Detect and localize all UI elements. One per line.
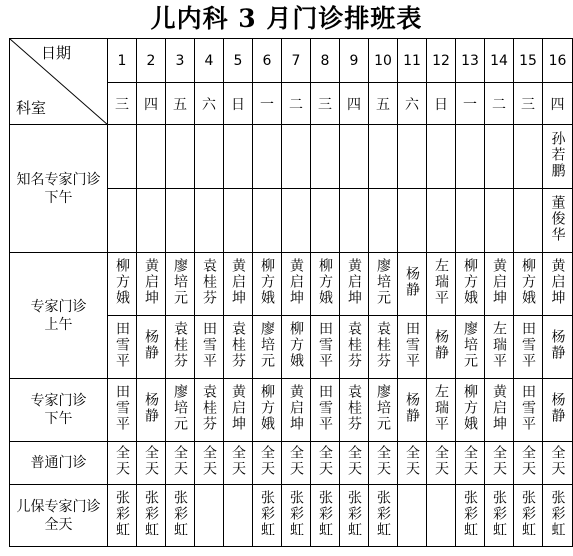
- schedule-cell: [253, 379, 282, 442]
- schedule-cell: [195, 379, 224, 442]
- schedule-cell: [195, 253, 224, 316]
- dept-label-line: 专家门诊: [30, 393, 87, 409]
- weekday: 四: [340, 83, 369, 125]
- staff-name: 柳方娥: [462, 258, 478, 306]
- schedule-cell: [311, 379, 340, 442]
- schedule-cell: [166, 442, 195, 485]
- staff-name: 张彩虹: [491, 489, 507, 538]
- schedule-cell: [137, 442, 166, 485]
- schedule-cell: [427, 189, 456, 253]
- schedule-cell: [253, 125, 282, 189]
- schedule-cell: [282, 442, 311, 485]
- schedule-cell: [369, 379, 398, 442]
- schedule-cell: [369, 485, 398, 547]
- staff-name: 张彩虹: [288, 489, 304, 538]
- schedule-cell: [485, 189, 514, 253]
- schedule-cell: [398, 485, 427, 547]
- weekday: 六: [195, 83, 224, 125]
- schedule-cell: [427, 316, 456, 379]
- staff-name: 廖培元: [462, 321, 478, 369]
- schedule-cell: [311, 316, 340, 379]
- schedule-cell: [427, 442, 456, 485]
- staff-name: 袁桂芬: [201, 258, 217, 306]
- schedule-cell: [253, 189, 282, 253]
- schedule-cell: [340, 125, 369, 189]
- staff-name: 张彩虹: [462, 489, 478, 538]
- weekday: 二: [485, 83, 514, 125]
- schedule-cell: [108, 379, 137, 442]
- schedule-cell: [108, 485, 137, 547]
- table-row: [10, 485, 573, 547]
- schedule-cell: [166, 316, 195, 379]
- schedule-cell: [282, 485, 311, 547]
- schedule-cell: [166, 125, 195, 189]
- staff-name: 张彩虹: [114, 489, 130, 538]
- schedule-cell: [456, 316, 485, 379]
- weekday: 五: [369, 83, 398, 125]
- staff-name: 黄启坤: [549, 258, 566, 306]
- header-corner: [10, 39, 108, 125]
- staff-name: 黄启坤: [230, 258, 246, 306]
- schedule-cell: [108, 442, 137, 485]
- schedule-cell: [253, 316, 282, 379]
- dept-cell: [10, 253, 108, 379]
- schedule-cell: [514, 379, 543, 442]
- dept-label-line: 全天: [44, 516, 73, 533]
- schedule-cell: [543, 316, 573, 379]
- day-number: 6: [253, 39, 282, 83]
- schedule-cell: [137, 253, 166, 316]
- schedule-cell: [369, 253, 398, 316]
- staff-name: 田雪平: [520, 321, 536, 369]
- schedule-cell: [282, 253, 311, 316]
- day-number: 15: [514, 39, 543, 83]
- schedule-cell: [543, 379, 573, 442]
- schedule-cell: [108, 125, 137, 189]
- dept-cell: [10, 442, 108, 485]
- schedule-cell: [543, 189, 573, 253]
- schedule-cell: [485, 316, 514, 379]
- dept-label-line: 儿保专家门诊: [16, 498, 101, 515]
- staff-name: 杨静: [404, 392, 420, 424]
- schedule-cell: [195, 442, 224, 485]
- schedule-cell: [340, 379, 369, 442]
- schedule-cell: [224, 442, 253, 485]
- staff-name: 左瑞平: [433, 384, 449, 432]
- weekday: 四: [543, 83, 573, 125]
- schedule-cell: [195, 189, 224, 253]
- day-number: 10: [369, 39, 398, 83]
- schedule-cell: [485, 125, 514, 189]
- day-number: 8: [311, 39, 340, 83]
- schedule-cell: [456, 189, 485, 253]
- staff-name: 袁桂芬: [201, 384, 217, 432]
- staff-name: 全天: [317, 445, 333, 477]
- schedule-cell: [514, 125, 543, 189]
- schedule-cell: [398, 125, 427, 189]
- staff-name: 柳方娥: [288, 321, 304, 369]
- schedule-cell: [340, 253, 369, 316]
- staff-name: 张彩虹: [549, 489, 566, 538]
- schedule-cell: [311, 125, 340, 189]
- schedule-cell: [398, 189, 427, 253]
- dept-label-line: 下午: [44, 189, 73, 206]
- staff-name: 全天: [230, 445, 246, 477]
- schedule-cell: [340, 485, 369, 547]
- schedule-cell: [282, 316, 311, 379]
- staff-name: 田雪平: [520, 384, 536, 432]
- date-label: 日期: [40, 44, 71, 62]
- day-number: 16: [543, 39, 573, 83]
- staff-name: 黄启坤: [346, 258, 362, 306]
- schedule-cell: [340, 189, 369, 253]
- staff-name: 全天: [346, 445, 362, 477]
- schedule-cell: [514, 485, 543, 547]
- schedule-cell: [311, 253, 340, 316]
- schedule-cell: [108, 253, 137, 316]
- day-number: 11: [398, 39, 427, 83]
- schedule-cell: [514, 316, 543, 379]
- schedule-cell: [369, 316, 398, 379]
- staff-name: 张彩虹: [375, 489, 391, 538]
- schedule-cell: [224, 485, 253, 547]
- schedule-cell: [311, 442, 340, 485]
- staff-name: 柳方娥: [259, 258, 275, 306]
- staff-name: 全天: [375, 445, 391, 477]
- schedule-cell: [398, 316, 427, 379]
- schedule-cell: [224, 316, 253, 379]
- weekday: 日: [427, 83, 456, 125]
- dept-label-line: 下午: [44, 411, 73, 427]
- staff-name: 柳方娥: [520, 258, 536, 306]
- schedule-cell: [224, 189, 253, 253]
- schedule-cell: [456, 125, 485, 189]
- weekday: 三: [514, 83, 543, 125]
- staff-name: 张彩虹: [259, 489, 275, 538]
- weekday: 四: [137, 83, 166, 125]
- table-row: [10, 379, 573, 442]
- schedule-cell: [543, 253, 573, 316]
- day-number: 12: [427, 39, 456, 83]
- weekday: 二: [282, 83, 311, 125]
- staff-name: 黄启坤: [143, 258, 159, 306]
- dept-label-line: 专家门诊: [30, 298, 87, 315]
- weekday: 一: [456, 83, 485, 125]
- staff-name: 杨静: [143, 329, 159, 361]
- schedule-cell: [514, 253, 543, 316]
- schedule-cell: [485, 379, 514, 442]
- staff-name: 田雪平: [114, 321, 130, 369]
- staff-name: 袁桂芬: [375, 321, 391, 369]
- schedule-cell: [456, 253, 485, 316]
- staff-name: 张彩虹: [143, 489, 159, 538]
- day-number: 7: [282, 39, 311, 83]
- weekday: 五: [166, 83, 195, 125]
- staff-name: 田雪平: [201, 321, 217, 369]
- staff-name: 左瑞平: [433, 258, 449, 306]
- table-row: [10, 442, 573, 485]
- schedule-cell: [369, 189, 398, 253]
- schedule-cell: [543, 442, 573, 485]
- schedule-cell: [108, 316, 137, 379]
- day-number: 3: [166, 39, 195, 83]
- staff-name: 董俊华: [549, 194, 566, 243]
- staff-name: 田雪平: [114, 384, 130, 432]
- schedule-cell: [369, 442, 398, 485]
- weekday: 一: [253, 83, 282, 125]
- schedule-cell: [195, 316, 224, 379]
- schedule-cell: [427, 485, 456, 547]
- staff-name: 柳方娥: [114, 258, 130, 306]
- schedule-cell: [427, 125, 456, 189]
- schedule-cell: [456, 485, 485, 547]
- schedule-cell: [427, 253, 456, 316]
- staff-name: 张彩虹: [346, 489, 362, 538]
- dept-cell: [10, 125, 108, 253]
- schedule-cell: [195, 485, 224, 547]
- staff-name: 全天: [433, 445, 449, 477]
- schedule-cell: [195, 125, 224, 189]
- staff-name: 全天: [520, 445, 536, 477]
- staff-name: 柳方娥: [259, 384, 275, 432]
- schedule-cell: [398, 253, 427, 316]
- staff-name: 袁桂芬: [346, 321, 362, 369]
- staff-name: 黄启坤: [491, 258, 507, 306]
- day-number: 1: [108, 39, 137, 83]
- day-number: 14: [485, 39, 514, 83]
- staff-name: 全天: [549, 445, 566, 477]
- dept-label: 科室: [16, 99, 47, 117]
- dept-label-line: 上午: [44, 316, 73, 333]
- staff-name: 左瑞平: [491, 321, 507, 369]
- staff-name: 田雪平: [317, 384, 333, 432]
- staff-name: 廖培元: [172, 384, 188, 432]
- schedule-cell: [398, 379, 427, 442]
- table-row: [10, 125, 573, 189]
- staff-name: 张彩虹: [317, 489, 333, 538]
- day-number: 5: [224, 39, 253, 83]
- staff-name: 廖培元: [375, 258, 391, 306]
- dept-label-line: 知名专家门诊: [16, 171, 101, 188]
- schedule-cell: [311, 189, 340, 253]
- schedule-cell: [137, 485, 166, 547]
- staff-name: 廖培元: [375, 384, 391, 432]
- day-number: 9: [340, 39, 369, 83]
- day-number: 13: [456, 39, 485, 83]
- staff-name: 廖培元: [259, 321, 275, 369]
- staff-name: 全天: [143, 445, 159, 477]
- schedule-cell: [398, 442, 427, 485]
- weekday: 六: [398, 83, 427, 125]
- staff-name: 袁桂芬: [172, 321, 188, 369]
- staff-name: 杨静: [549, 329, 566, 361]
- weekday: 三: [108, 83, 137, 125]
- schedule-cell: [340, 442, 369, 485]
- staff-name: 全天: [259, 445, 275, 477]
- staff-name: 全天: [491, 445, 507, 477]
- schedule-cell: [137, 316, 166, 379]
- staff-name: 田雪平: [317, 321, 333, 369]
- schedule-cell: [224, 253, 253, 316]
- staff-name: 黄启坤: [230, 384, 246, 432]
- schedule-cell: [166, 253, 195, 316]
- schedule-cell: [340, 316, 369, 379]
- schedule-cell: [543, 125, 573, 189]
- staff-name: 全天: [172, 445, 188, 477]
- staff-name: 全天: [114, 445, 130, 477]
- schedule-cell: [224, 125, 253, 189]
- schedule-cell: [485, 253, 514, 316]
- schedule-cell: [485, 442, 514, 485]
- weekday: 三: [311, 83, 340, 125]
- schedule-cell: [427, 379, 456, 442]
- schedule-cell: [166, 485, 195, 547]
- staff-name: 袁桂芬: [230, 321, 246, 369]
- staff-name: 袁桂芬: [346, 384, 362, 432]
- schedule-cell: [456, 442, 485, 485]
- staff-name: 孙若鹏: [549, 130, 566, 179]
- schedule-cell: [282, 379, 311, 442]
- schedule-cell: [456, 379, 485, 442]
- schedule-cell: [253, 485, 282, 547]
- staff-name: 杨静: [433, 329, 449, 361]
- schedule-cell: [108, 189, 137, 253]
- schedule-cell: [311, 485, 340, 547]
- schedule-cell: [253, 253, 282, 316]
- schedule-cell: [137, 189, 166, 253]
- weekday: 日: [224, 83, 253, 125]
- dept-label-line: 普通门诊: [30, 455, 87, 471]
- day-number: 4: [195, 39, 224, 83]
- staff-name: 杨静: [404, 266, 420, 298]
- staff-name: 柳方娥: [462, 384, 478, 432]
- schedule-cell: [543, 485, 573, 547]
- schedule-cell: [514, 442, 543, 485]
- page-title: 儿内科 3 月门诊排班表: [150, 4, 423, 33]
- staff-name: 全天: [288, 445, 304, 477]
- dept-cell: [10, 379, 108, 442]
- schedule-cell: [282, 125, 311, 189]
- staff-name: 全天: [404, 445, 420, 477]
- schedule-cell: [166, 379, 195, 442]
- schedule-cell: [253, 442, 282, 485]
- staff-name: 廖培元: [172, 258, 188, 306]
- staff-name: 柳方娥: [317, 258, 333, 306]
- schedule-cell: [137, 125, 166, 189]
- table-row: [10, 253, 573, 316]
- schedule-table: [9, 38, 573, 547]
- schedule-cell: [282, 189, 311, 253]
- staff-name: 黄启坤: [288, 384, 304, 432]
- staff-name: 全天: [201, 445, 217, 477]
- staff-name: 黄启坤: [288, 258, 304, 306]
- schedule-cell: [166, 189, 195, 253]
- schedule-cell: [514, 189, 543, 253]
- staff-name: 张彩虹: [520, 489, 536, 538]
- staff-name: 田雪平: [404, 321, 420, 369]
- staff-name: 全天: [462, 445, 478, 477]
- staff-name: 张彩虹: [172, 489, 188, 538]
- schedule-cell: [224, 379, 253, 442]
- schedule-cell: [369, 125, 398, 189]
- staff-name: 杨静: [143, 392, 159, 424]
- dept-cell: [10, 485, 108, 547]
- schedule-cell: [485, 485, 514, 547]
- schedule-cell: [137, 379, 166, 442]
- day-number: 2: [137, 39, 166, 83]
- staff-name: 黄启坤: [491, 384, 507, 432]
- staff-name: 杨静: [549, 392, 566, 424]
